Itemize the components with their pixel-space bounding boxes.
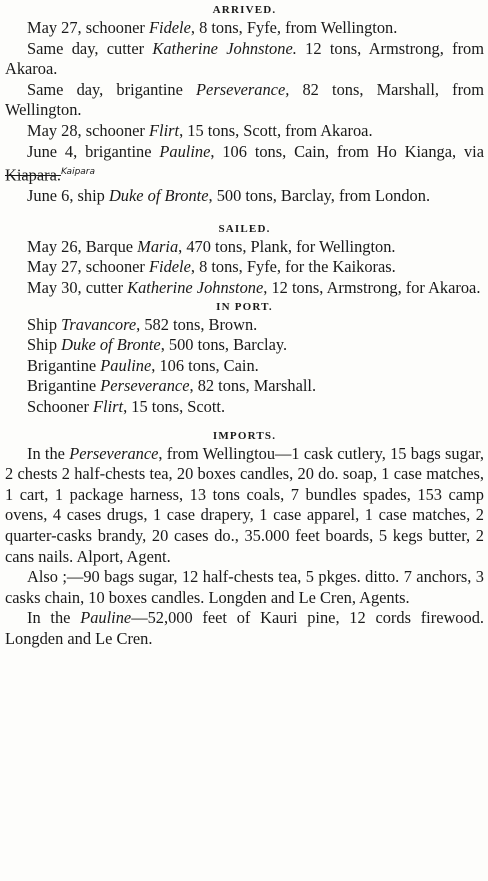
imports-entry-1: In the Perseverance, from Wellingtou—1 cask cutlery, 15 bags sugar, 2 chests 2 half-chests tea, 20 boxes candles, 20 do. soap, 1 case matches, 1 cart, 1 package harness, 13 tons coals, 7 bundles spades, 153 camp ovens, 4 cases drugs, 1 case drapery, 1 case apparel, 1 case matches, 2 quarter-casks brandy, 20 cases do., 35.000 feet boards, 5 kegs butter, 2 cans nails. Alport, Agent. — [5, 443, 485, 566]
arrived-entry-4: May 28, schooner Flirt, 15 tons, Scott, from Akaroa. — [27, 120, 373, 140]
in-port-entry-5: Schooner Flirt, 15 tons, Scott. — [27, 396, 226, 416]
arrived-entry-2: Same day, cutter Katherine Johnstone. 12 tons, Armstrong, from Akaroa. — [5, 38, 484, 79]
in-port-entry-1: Ship Travancore, 582 tons, Brown. — [27, 314, 258, 334]
imports-entry-2: Also ;—90 bags sugar, 12 half-chests tea, 5 pkges. ditto. 7 anchors, 3 casks chain, 10 boxes candles. Longden and Le Cren, Agents. — [5, 567, 484, 607]
arrived-entry-6: June 6, ship Duke of Bronte, 500 tons, Barclay, from London. — [27, 186, 431, 206]
sailed-entry-1: May 26, Barque Maria, 470 tons, Plank, for Wellington. — [27, 236, 396, 256]
in-port-entry-3: Brigantine Pauline, 106 tons, Cain. — [27, 355, 259, 375]
arrived-entry-1: May 27, schooner Fidele, 8 tons, Fyfe, from Wellington. — [27, 18, 398, 37]
arrived-entry-5: June 4, brigantine Pauline, 106 tons, Cain, from Ho Kianga, via Kiapara.$^{Kaipara}$ — [5, 141, 484, 185]
arrived-heading: ARRIVED. — [212, 4, 277, 16]
struck-place-name: Kiapara. — [5, 165, 61, 185]
imports-heading: IMPORTS. — [212, 429, 277, 442]
sailed-entry-2: May 27, schooner Fidele, 8 tons, Fyfe, for the Kaikoras. — [27, 257, 396, 277]
sailed-entry-3: May 30, cutter Katherine Johnstone, 12 tons, Armstrong, for Akaroa. — [27, 278, 481, 297]
imports-entry-3: In the Pauline—52,000 feet of Kauri pine, 12 cords firewood. Longden and Le Cren. — [5, 608, 484, 648]
in-port-entry-2: Ship Duke of Bronte, 500 tons, Barclay. — [27, 335, 288, 355]
in-port-entry-4: Brigantine Perseverance, 82 tons, Marshall. — [27, 376, 317, 396]
handwritten-correction: Kaipara — [60, 167, 96, 178]
arrived-entry-3: Same day, brigantine Perseverance, 82 tons, Marshall, from Wellington. — [5, 79, 484, 120]
in-port-heading: IN PORT. — [216, 300, 273, 313]
sailed-heading: SAILED. — [218, 222, 271, 235]
